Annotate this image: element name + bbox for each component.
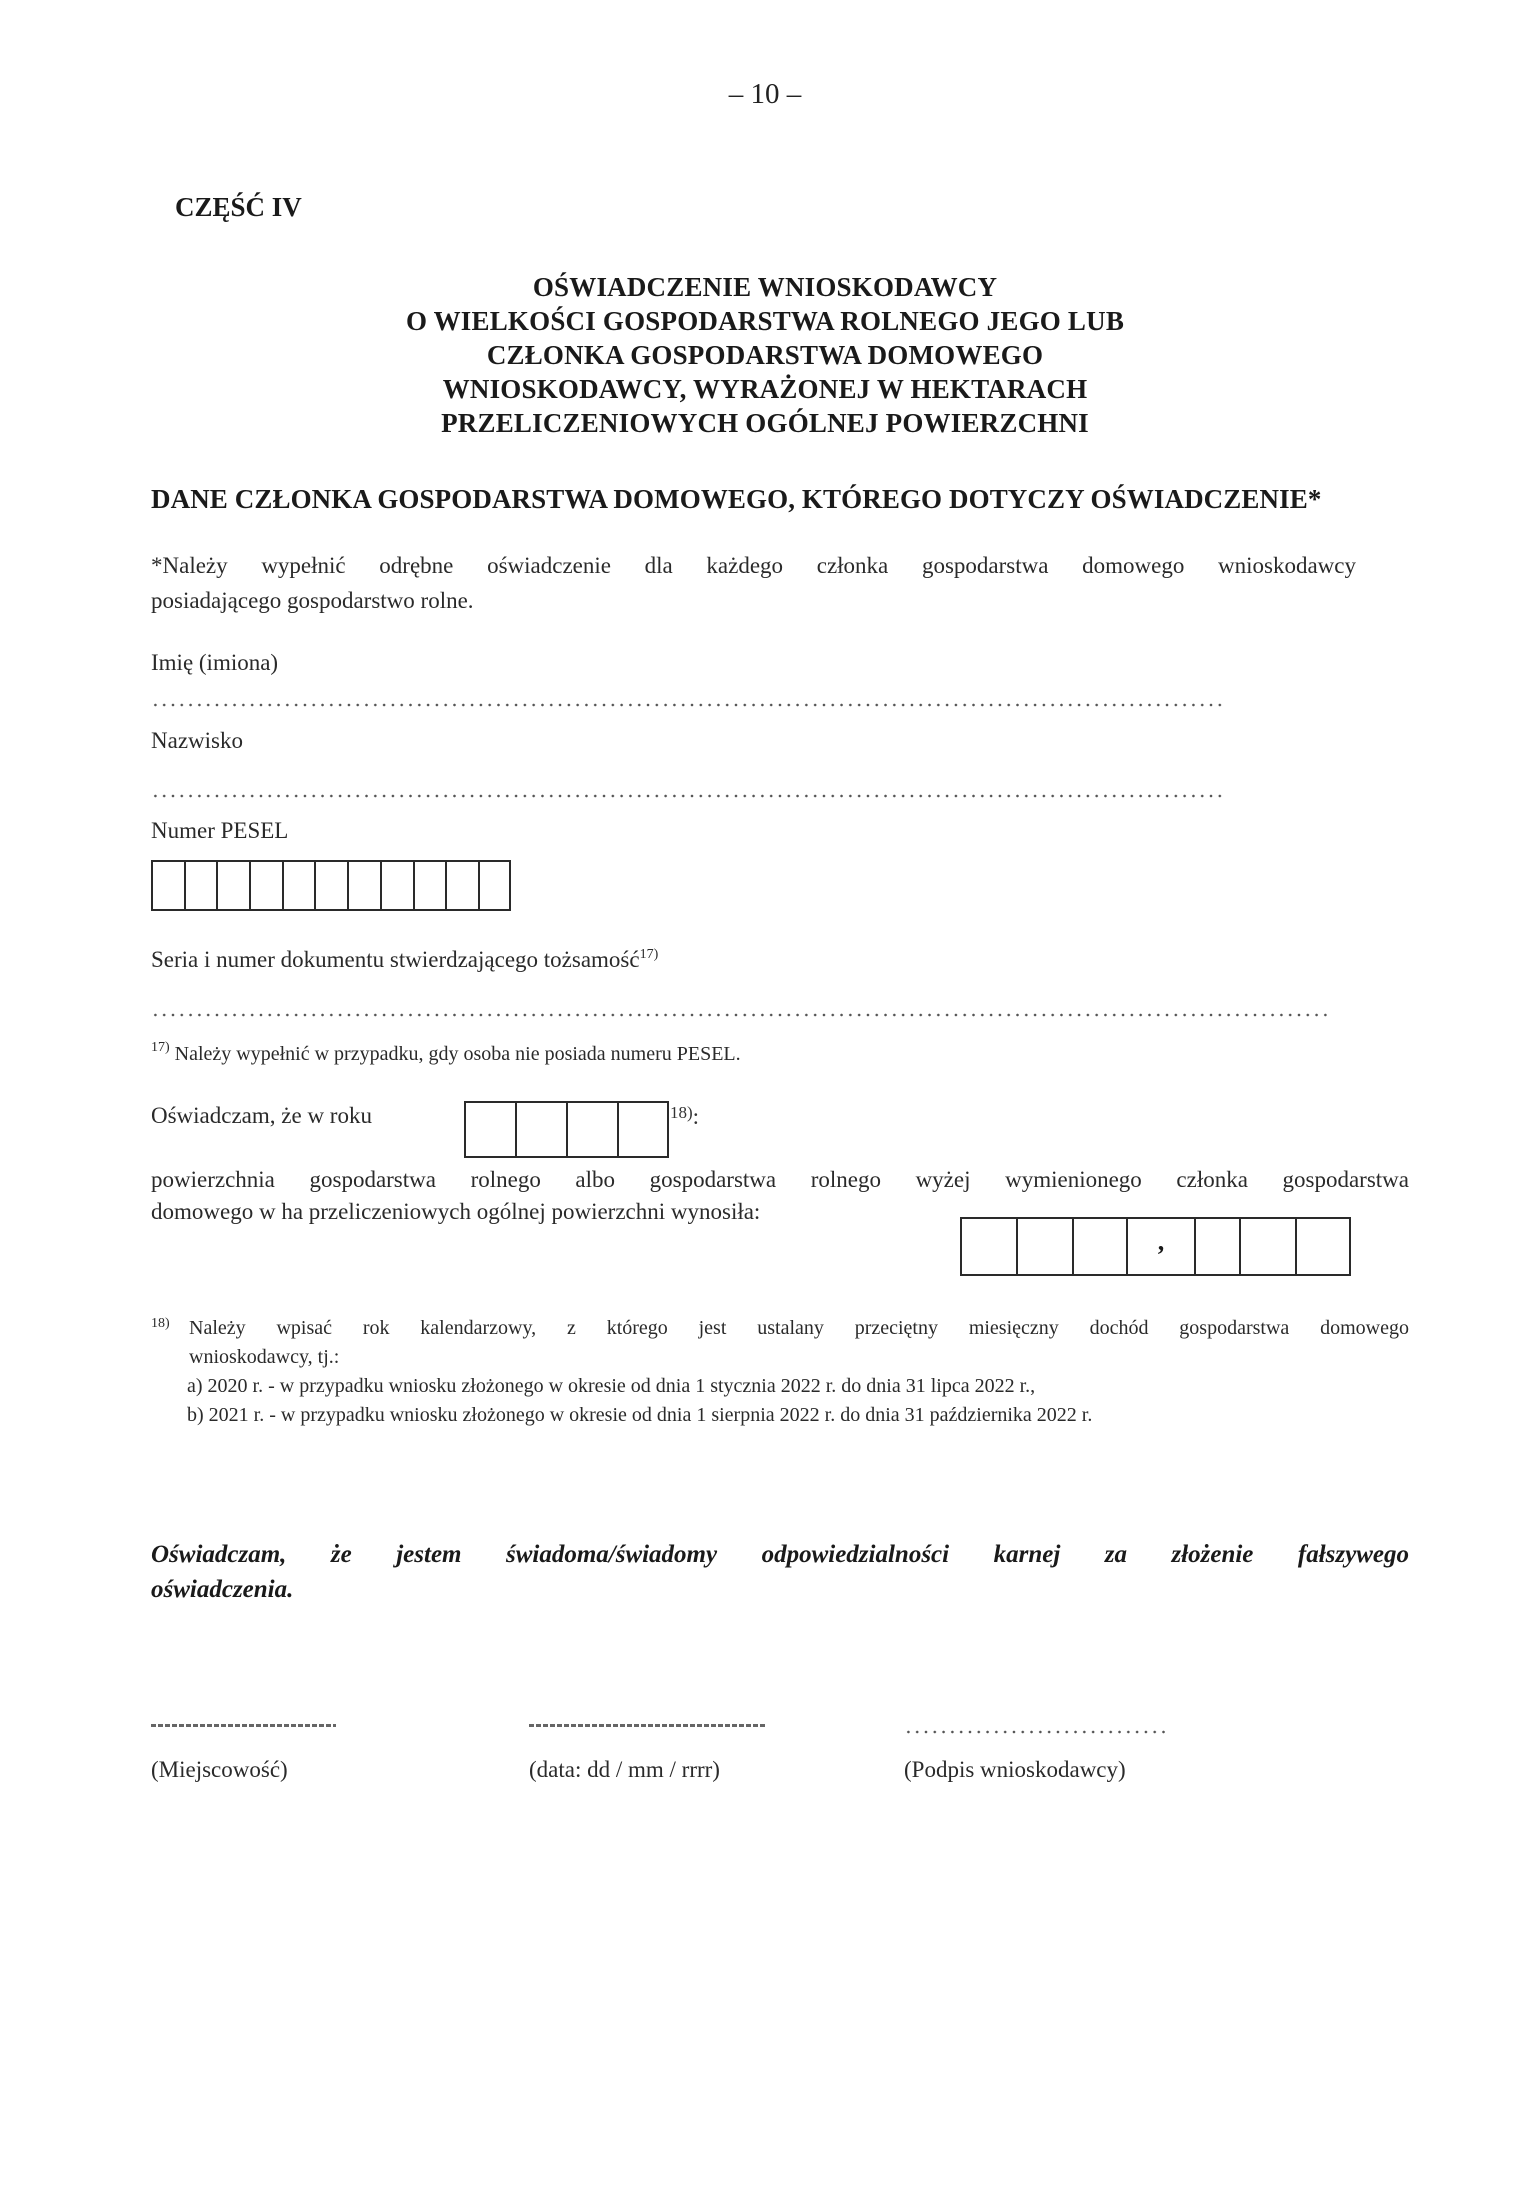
section-heading: DANE CZŁONKA GOSPODARSTWA DOMOWEGO, KTÓREGO DOTYCZY OŚWIADCZENIE* [151,484,1322,514]
pesel-digit-box[interactable] [153,862,186,909]
footnote-line: Należy wpisać rok kalendarzowy, z którego jest ustalany przeciętny miesięczny dochód gospodarstwa domowego [189,1317,1409,1339]
area-digit-box[interactable] [1297,1219,1349,1274]
date-input[interactable] [529,1724,767,1727]
last-name-label: Nazwisko [151,728,243,753]
area-digit-box[interactable] [962,1219,1018,1274]
decimal-separator-box [1128,1219,1196,1274]
year-digit-box[interactable] [466,1103,517,1156]
area-digit-box[interactable] [1018,1219,1074,1274]
footnote-18: 18) Należy wpisać rok kalendarzowy, z którego jest ustalany przeciętny miesięczny dochód gospodarstwa domowego wnioskodawcy, tj.: a) 2020 r. - w przypadku wniosku złożonego w okresie od dnia 1 stycznia 2022 r. do dnia 31 lipca 2022 r., b) 2021 r. - w przypadku wniosku złożonego w okresie od dnia 1 sierpnia 2022 r. do dnia 31 października 2022 r. [151,1314,1409,1430]
section-note [151,548,1356,618]
year-input[interactable] [464,1101,669,1158]
decimal-comma: , [1157,1227,1165,1256]
liability-declaration [151,1537,1409,1607]
last-name-input[interactable] [151,794,1224,798]
footnote-text: Należy wypełnić w przypadku, gdy osoba nie posiada numeru PESEL. [169,1043,741,1065]
footnote-ref-17: 17) [639,947,659,962]
declaration-line: Oświadczam, że jestem świadoma/świadomy odpowiedzialności karnej za złożenie fałszywego [151,1541,1409,1568]
id-document-label-text: Seria i numer dokumentu stwierdzającego tożsamość [151,947,640,972]
area-digit-box[interactable] [1241,1219,1297,1274]
declaration-line: oświadczenia. [151,1576,294,1603]
first-name-label: Imię (imiona) [151,650,279,675]
note-line: posiadającego gospodarstwo rolne. [151,588,474,613]
id-document-input[interactable] [151,1013,1332,1017]
year-digit-box[interactable] [619,1103,667,1156]
area-digit-box[interactable] [1196,1219,1241,1274]
pesel-digit-box[interactable] [251,862,284,909]
place-input[interactable] [151,1724,336,1727]
footnote-17 [151,1040,741,1069]
title-line: CZŁONKA GOSPODARSTWA DOMOWEGO [486,340,1044,370]
title-line: O WIELKOŚCI GOSPODARSTWA ROLNEGO JEGO LUB [405,306,1125,336]
pesel-digit-box[interactable] [316,862,349,909]
area-hectares-input[interactable] [960,1217,1351,1276]
pesel-digit-box[interactable] [382,862,415,909]
signature-caption: (Podpis wnioskodawcy) [904,1757,1126,1782]
footnote-ref-18 [670,1103,699,1130]
note-line: *Należy wypełnić odrębne oświadczenie dla każdego członka gospodarstwa domowego wnioskodawcy [151,553,1356,578]
pesel-input[interactable] [151,860,511,911]
footnote-marker: 17) [151,1040,170,1055]
area-digit-box[interactable] [1074,1219,1128,1274]
year-digit-box[interactable] [517,1103,568,1156]
pesel-digit-box[interactable] [349,862,382,909]
signature-input[interactable] [904,1730,1167,1734]
document-title [0,270,1530,440]
year-digit-box[interactable] [568,1103,619,1156]
title-line: OŚWIADCZENIE WNIOSKODAWCY [532,272,998,302]
footnote-line: wnioskodawcy, tj.: [189,1346,340,1368]
pesel-digit-box[interactable] [480,862,509,909]
pesel-digit-box[interactable] [447,862,480,909]
pesel-digit-box[interactable] [415,862,448,909]
pesel-digit-box[interactable] [218,862,251,909]
first-name-input[interactable] [151,703,1224,707]
title-line: PRZELICZENIOWYCH OGÓLNEJ POWIERZCHNI [441,408,1089,438]
pesel-label: Numer PESEL [151,818,289,843]
colon: : [692,1104,700,1129]
part-label: CZĘŚĆ IV [175,192,302,222]
footnote-item-a: a) 2020 r. - w przypadku wniosku złożonego w okresie od dnia 1 stycznia 2022 r. do dnia 31 lipca 2022 r., [187,1375,1036,1397]
page-number: – 10 – [728,78,802,110]
pesel-digit-box[interactable] [284,862,317,909]
year-label: Oświadczam, że w roku [151,1103,372,1128]
area-statement-line: domowego w ha przeliczeniowych ogólnej powierzchni wynosiła: [151,1199,761,1224]
title-line: WNIOSKODAWCY, WYRAŻONEJ W HEKTARACH [442,374,1088,404]
place-caption: (Miejscowość) [151,1757,288,1782]
footnote-item-b: b) 2021 r. - w przypadku wniosku złożonego w okresie od dnia 1 sierpnia 2022 r. do dnia 31 października 2022 r. [187,1404,1093,1426]
footnote-ref-18-text: 18) [670,1103,693,1122]
area-statement-line: powierzchnia gospodarstwa rolnego albo gospodarstwa rolnego wyżej wymienionego członka gospodarstwa [151,1167,1409,1192]
pesel-digit-box[interactable] [186,862,219,909]
id-document-label [151,947,658,973]
date-caption: (data: dd / mm / rrrr) [529,1757,720,1782]
